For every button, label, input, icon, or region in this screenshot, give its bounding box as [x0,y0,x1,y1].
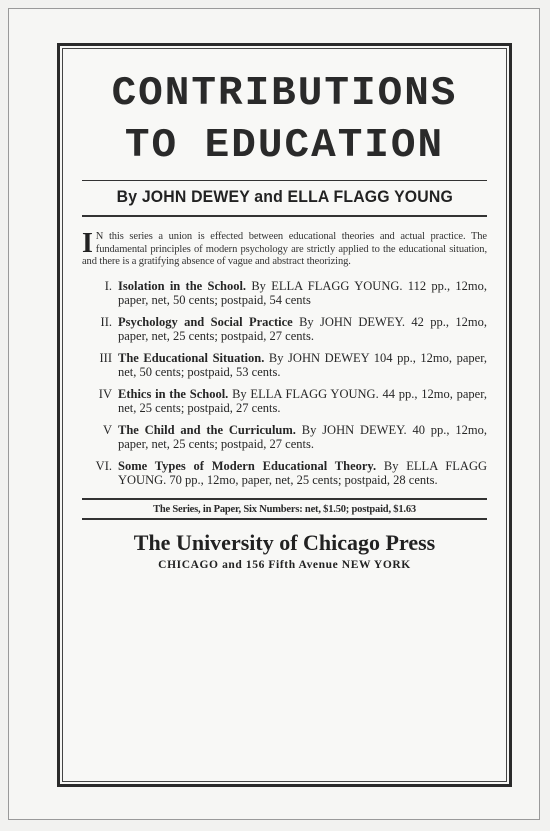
book-details: By JOHN DEWEY 104 pp., 12mo, paper, net, 50 cents; postpaid, 53 cents. [118,350,487,379]
advertisement-frame [57,43,512,787]
book-numeral: VI. [95,458,112,473]
list-item [82,315,487,344]
authors-line: By JOHN DEWEY and ELLA FLAGG YOUNG [116,187,453,206]
book-numeral: II. [100,314,112,329]
scanned-page [8,8,540,820]
intro-dropcap: I [82,228,93,259]
ad-title [82,68,487,172]
book-numeral: IV [98,386,112,401]
ad-title-line-1: CONTRIBUTIONS [111,71,458,117]
intro-paragraph [82,228,487,269]
publisher-address: CHICAGO and 156 Fifth Avenue NEW YORK [158,558,411,571]
list-item [82,351,487,380]
book-title: Some Types of Modern Educational Theory. [118,458,377,473]
book-title: The Child and the Curriculum. [118,422,296,437]
list-item [82,423,487,452]
book-details: By JOHN DEWEY. 42 pp., 12mo, paper, net, 25 cents; postpaid, 27 cents. [118,314,487,343]
book-title: Psychology and Social Practice [118,314,293,329]
book-details: By ELLA FLAGG YOUNG. 70 pp., 12mo, paper, net, 25 cents; postpaid, 28 cents. [118,458,487,487]
authors-banner [82,180,487,217]
series-price-line: The Series, in Paper, Six Numbers: net, $1.50; postpaid, $1.63 [82,498,487,520]
book-numeral: V [102,422,112,437]
book-numeral: I. [104,278,112,293]
intro-text: N this series a union is effected between educational theories and actual practice. The fundamental principles of modern psychology are strictly applied to the educational situation, and there is a gratifying absence of vague and abstract theorizing. [82,231,487,267]
list-item [82,279,487,308]
book-title: The Educational Situation. [118,350,265,365]
book-details: By JOHN DEWEY. 40 pp., 12mo, paper, net, 25 cents; postpaid, 27 cents. [118,422,487,451]
ad-title-line-2: TO EDUCATION [124,123,445,169]
book-numeral: III [99,350,112,365]
list-item [82,387,487,416]
list-item [82,459,487,488]
book-details: By ELLA FLAGG YOUNG. 44 pp., 12mo, paper, net, 25 cents; postpaid, 27 cents. [118,386,488,415]
book-details: By ELLA FLAGG YOUNG. 112 pp., 12mo, paper, net, 50 cents; postpaid, 54 cents [118,278,487,307]
advertisement-content [82,68,487,770]
book-list [82,279,487,488]
book-title: Ethics in the School. [118,386,229,401]
book-title: Isolation in the School. [118,278,247,293]
publisher-name: The University of Chicago Press [133,529,436,555]
